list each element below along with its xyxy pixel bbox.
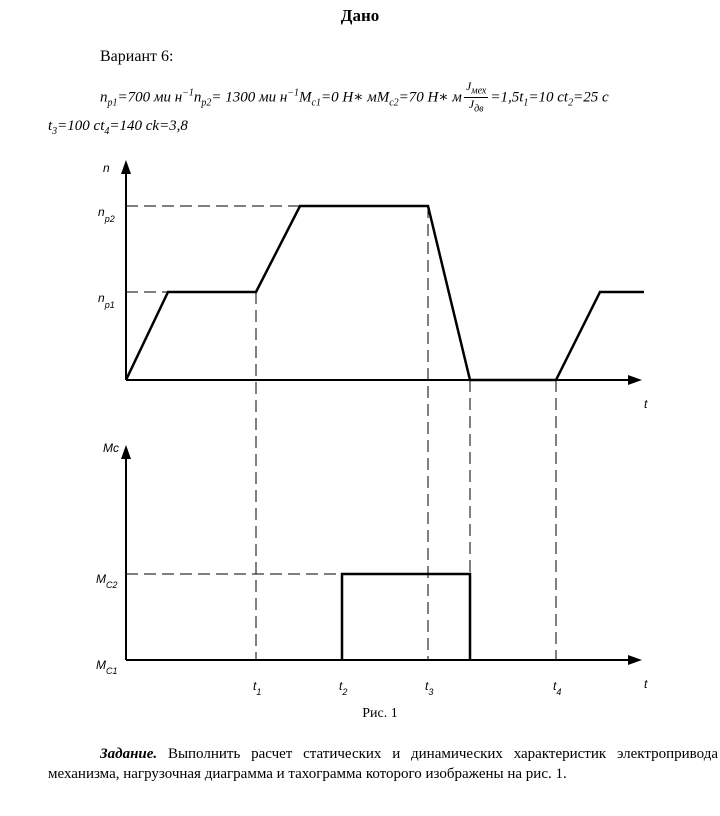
torque-axis-label: Mc bbox=[103, 441, 119, 455]
task-lead: Задание. bbox=[100, 746, 158, 762]
t1-label: $t_1$ bbox=[253, 679, 262, 697]
mc1-label: $M_{C1}$ bbox=[96, 658, 118, 676]
t4-label: $t_4$ bbox=[553, 679, 562, 697]
torque-curve bbox=[342, 574, 470, 660]
mc2-label: $M_{C2}$ bbox=[96, 572, 118, 590]
torque-graph bbox=[121, 445, 642, 665]
time-guides bbox=[256, 206, 556, 660]
t2-label: $t_2$ bbox=[339, 679, 348, 697]
task-paragraph bbox=[48, 744, 718, 784]
document-title: Дано bbox=[340, 6, 380, 25]
t3-label: $t_3$ bbox=[425, 679, 434, 697]
speed-graph bbox=[121, 160, 644, 385]
variant-label: Вариант 6: bbox=[100, 48, 174, 65]
speed-time-axis-label: t bbox=[644, 397, 648, 411]
given-formula-line-1: $n_{p1}=700$ ми $н^{-1}n_{p2}= 1300$ ми $н^{-1}M_{c1}=0$ H∗ $мM_{c2}=70$ H∗ м $\frac{J_{мех}}{J_{дв}}$ $=1,5t_1=10$ $ct_2=25$ c bbox=[100, 79, 609, 115]
np1-label: $n_{p1}$ bbox=[98, 291, 115, 310]
torque-time-axis-label: t bbox=[644, 677, 648, 691]
speed-curve bbox=[126, 206, 644, 380]
inertia-ratio-fraction: $\frac{J_{мех}}{J_{дв}}$ bbox=[465, 79, 487, 115]
given-formula-line-2: $t_3=100$ $ct_4=140$ ck=3,8 bbox=[48, 118, 188, 137]
np2-label: $n_{p2}$ bbox=[98, 205, 115, 224]
task-text: Выполнить расчет статических и динамических характеристик электропривода механизма, нагрузочная диаграмма и тахограмма которого изображены на рис. 1. bbox=[48, 746, 718, 782]
speed-torque-diagram bbox=[0, 150, 720, 700]
speed-axis-label: n bbox=[103, 161, 110, 175]
figure-caption: Рис. 1 bbox=[362, 706, 398, 721]
